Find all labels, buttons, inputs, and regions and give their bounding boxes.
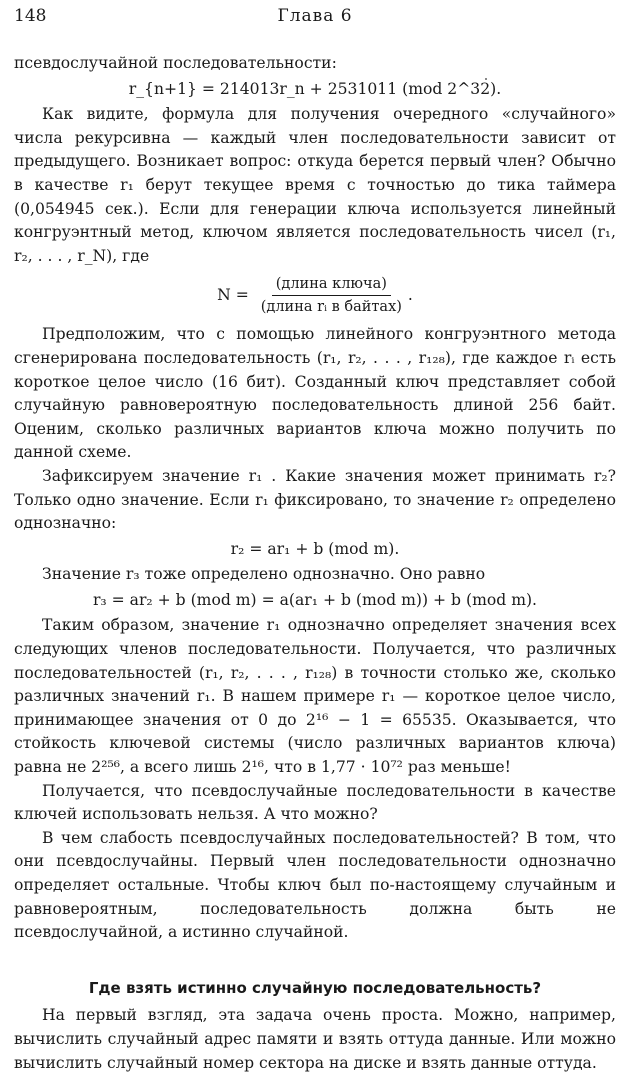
- paragraph: Значение r₃ тоже определено однозначно. Оно равно: [42, 565, 486, 584]
- paragraph: На первый взгляд, эта задача очень проста. Можно, например, вычислить случайный адрес памяти и взять оттуда данные. Или можно вычислить случайный номер сектора на диске и взять данные оттуда.: [14, 1006, 616, 1072]
- paragraph: Таким образом, значение r₁ однозначно определяет значения всех следующих членов последовательности. Получается, что различных последовательностей (r₁, r₂, . . . , r₁₂₈) в точности столько же, сколько различных значений r₁. В нашем примере r₁ — короткое целое число, принимающее значения от 0 до 2¹⁶ − 1 = 65535. Оказывается, что стойкость ключевой системы (число различных вариантов ключа) равна не 2²⁵⁶, а всего лишь 2¹⁶, что в 1,77 · 10⁷² раз меньше!: [14, 616, 616, 777]
- page-body: [14, 52, 616, 1075]
- page-header: [14, 6, 616, 28]
- page-number: 148: [14, 6, 47, 26]
- paragraph: Как видите, формула для получения очередного «случайного» числа рекурсивна — каждый член последовательности зависит от предыдущего. Возникает вопрос: откуда берется первый член? Обычно в качестве r₁ берут текущее время с точностью до тика таймера (0,054945 сек.). Если для генерации ключа используется линейный конгруэнтный метод, ключом является последовательность чисел (r₁, r₂, . . . , r_N), где: [14, 105, 616, 265]
- paragraph: Зафиксируем значение r₁ . Какие значения может принимать r₂? Только одно значение. Если r₁ фиксировано, то значение r₂ определено однозначно:: [14, 466, 616, 533]
- formula-lcg: r_{n+1} = 214013r_n + 2531011 (mod 2^32).: [128, 79, 502, 98]
- fraction-denominator: (длина rᵢ в байтах): [260, 299, 402, 316]
- paragraph: Предположим, что с помощью линейного конгруэнтного метода сгенерирована последовательность (r₁, r₂, . . . , r₁₂₈), где каждое rᵢ есть короткое целое число (16 бит). Созданный ключ представляет собой случайную равновероятную последовательность длиной 256 байт. Оценим, сколько различных вариантов ключа можно получить по данной схеме.: [14, 325, 616, 462]
- formula-r2: r₂ = ar₁ + b (mod m).: [230, 539, 400, 558]
- chapter-title: Глава 6: [277, 6, 353, 26]
- paragraph: псевдослучайной последовательности:: [14, 54, 337, 72]
- paragraph: Получается, что псевдослучайные последовательности в качестве ключей использовать нельзя. А что можно?: [14, 781, 616, 824]
- fraction-lhs: N =: [217, 286, 249, 305]
- fraction-numerator: (длина ключа): [272, 274, 391, 296]
- fraction: [257, 274, 406, 317]
- fraction-trail: .: [407, 286, 413, 305]
- formula-r3: r₃ = ar₂ + b (mod m) = a(ar₁ + b (mod m)) + b (mod m).: [92, 590, 538, 609]
- section-heading: Где взять истинно случайную последовательность?: [88, 978, 542, 997]
- paragraph: В чем слабость псевдослучайных последовательностей? В том, что они псевдослучайны. Первый член последовательности однозначно определяет остальные. Чтобы ключ был по-настоящему случайным и равновероятным, последовательность должна быть не псевдослучайной, а истинно случайной.: [14, 828, 616, 942]
- formula-key-length: [14, 274, 616, 317]
